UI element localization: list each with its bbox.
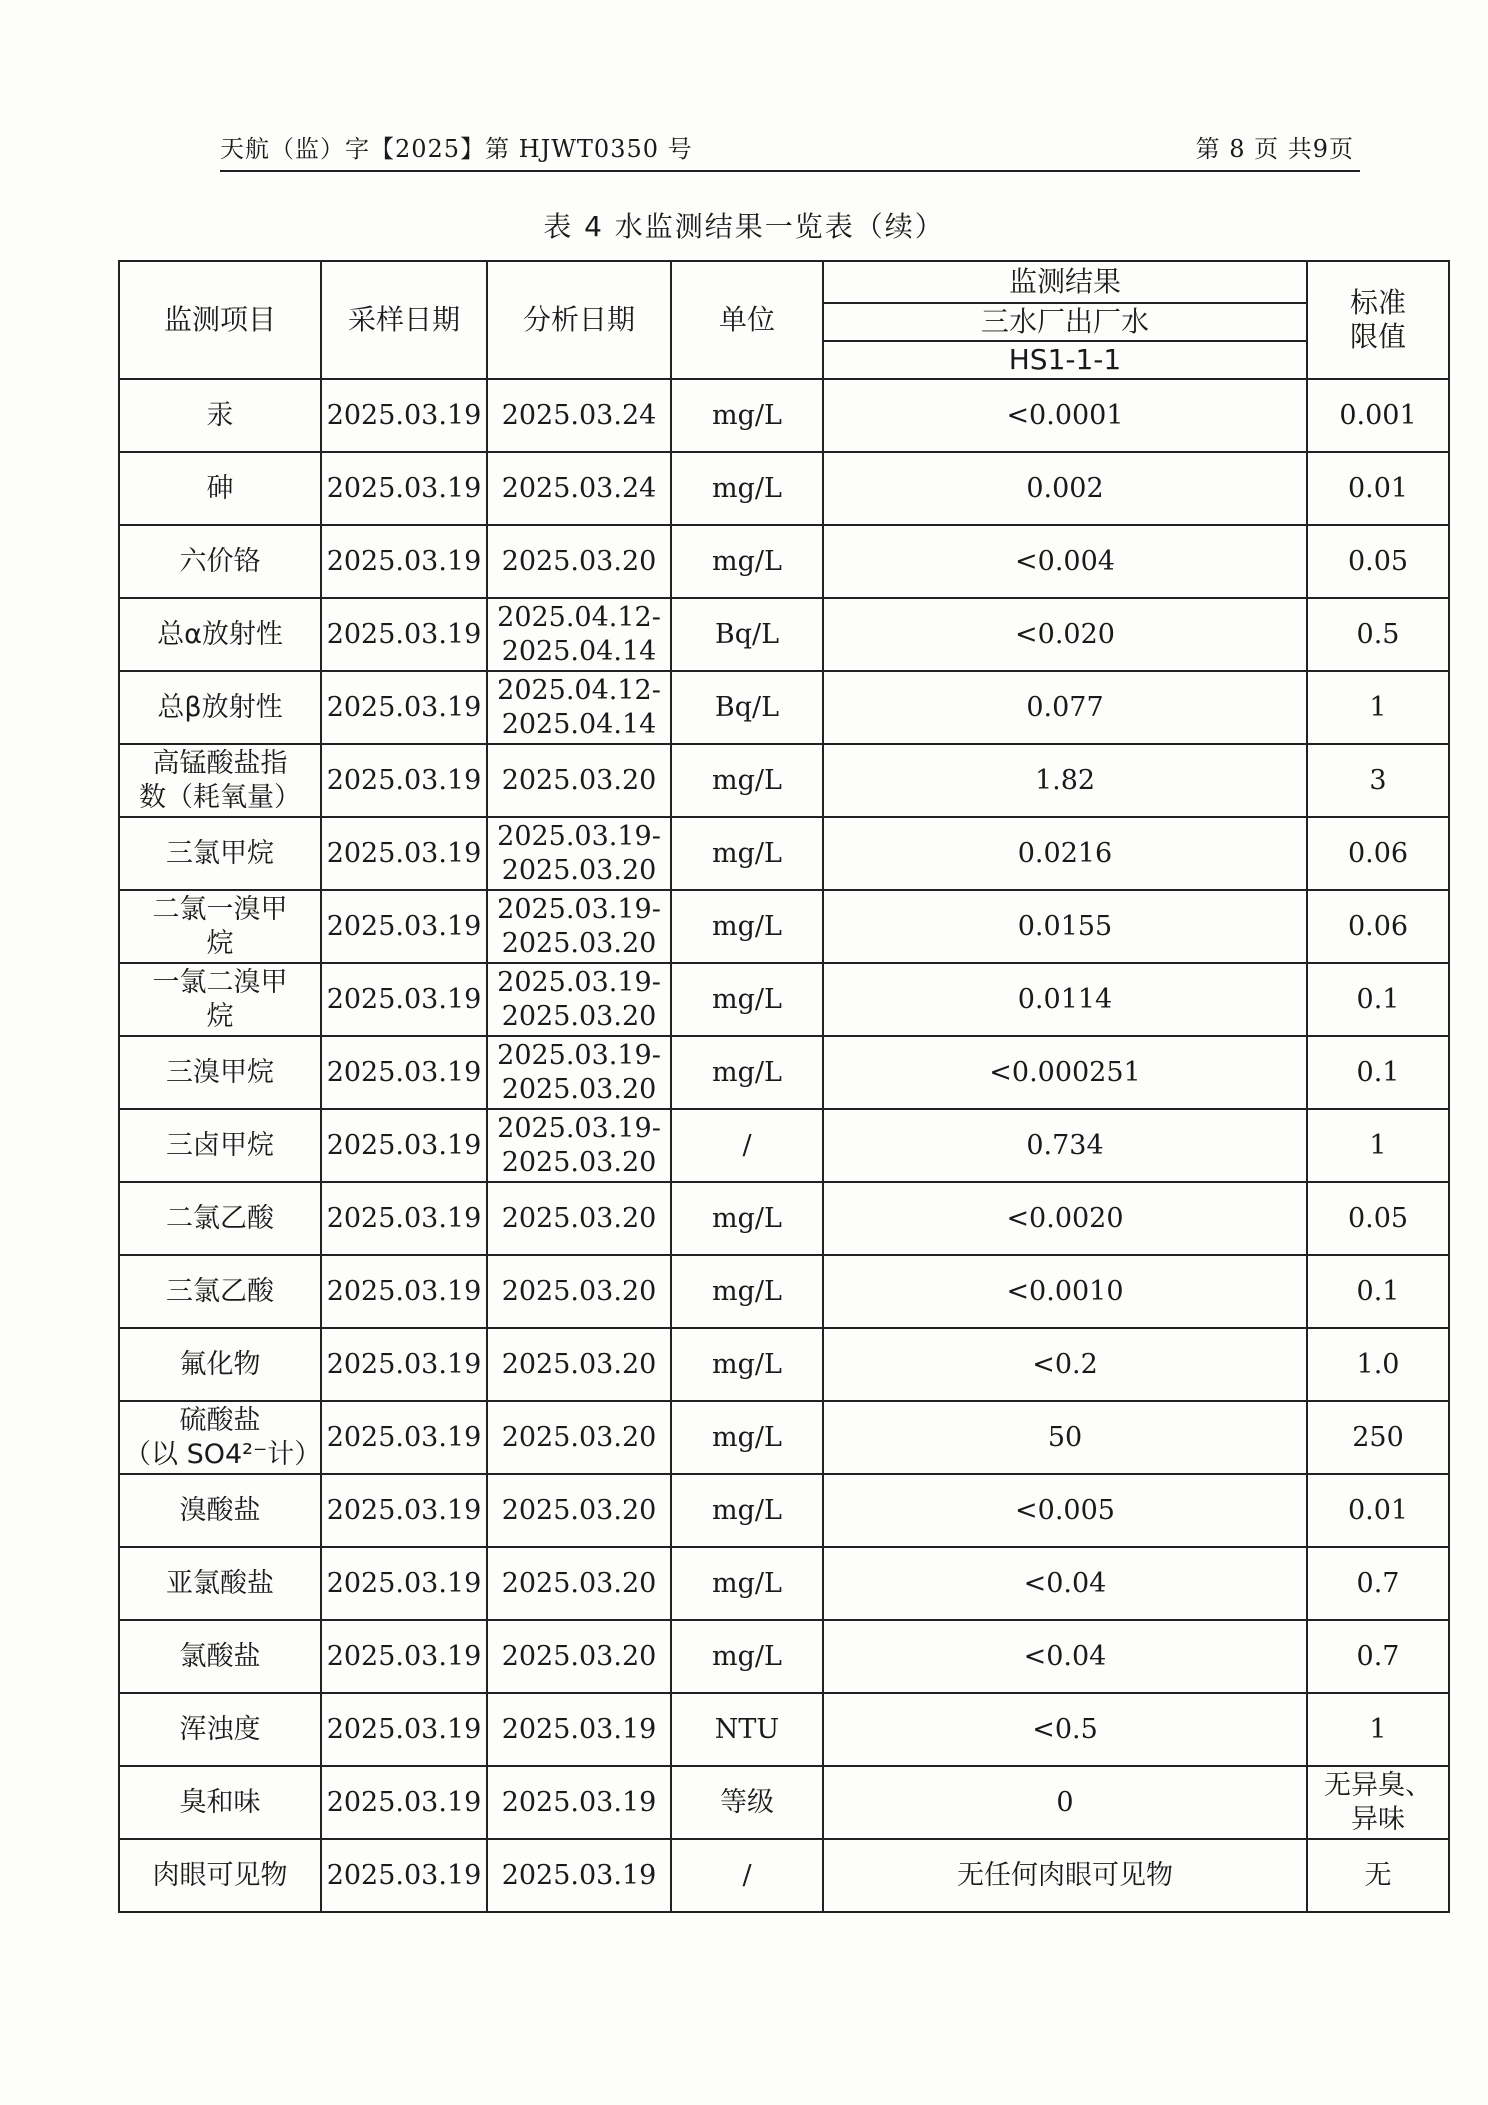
cell-item-line: 汞 bbox=[206, 399, 234, 431]
cell-standard-limit-line: 0.1 bbox=[1356, 983, 1400, 1015]
table-row bbox=[119, 1182, 1449, 1255]
cell-analysis-date-line: 2025.03.20 bbox=[501, 854, 657, 886]
cell-result: <0.5 bbox=[823, 1693, 1307, 1766]
cell-sample-date: 2025.03.19 bbox=[321, 817, 487, 890]
cell-sample-date: 2025.03.19 bbox=[321, 1182, 487, 1255]
cell-standard-limit-line: 250 bbox=[1352, 1421, 1404, 1453]
cell-unit: mg/L bbox=[671, 817, 823, 890]
cell-sample-date: 2025.03.19 bbox=[321, 525, 487, 598]
cell-item-line: 肉眼可见物 bbox=[152, 1859, 288, 1891]
cell-item-line: 数（耗氧量） bbox=[139, 781, 301, 813]
cell-analysis-date-line: 2025.04.14 bbox=[501, 635, 657, 667]
cell-result: <0.000251 bbox=[823, 1036, 1307, 1109]
table-row bbox=[119, 1328, 1449, 1401]
cell-result: <0.0001 bbox=[823, 379, 1307, 452]
cell-result: 1.82 bbox=[823, 744, 1307, 817]
cell-sample-date: 2025.03.19 bbox=[321, 1036, 487, 1109]
cell-standard-limit bbox=[1307, 1547, 1449, 1620]
column-header-results: 监测结果 bbox=[823, 261, 1307, 303]
cell-standard-limit-line: 无 bbox=[1364, 1859, 1392, 1891]
cell-unit: mg/L bbox=[671, 452, 823, 525]
cell-result: 0.0114 bbox=[823, 963, 1307, 1036]
cell-standard-limit bbox=[1307, 1839, 1449, 1912]
cell-unit: 等级 bbox=[671, 1766, 823, 1839]
cell-standard-limit-line: 1.0 bbox=[1356, 1348, 1400, 1380]
cell-standard-limit bbox=[1307, 890, 1449, 963]
cell-item bbox=[119, 1547, 321, 1620]
cell-item-line: 砷 bbox=[206, 472, 234, 504]
cell-standard-limit bbox=[1307, 744, 1449, 817]
cell-item bbox=[119, 1109, 321, 1182]
cell-analysis-date bbox=[487, 963, 671, 1036]
table-row bbox=[119, 1839, 1449, 1912]
column-header-sample-id: HS1-1-1 bbox=[823, 341, 1307, 379]
monitoring-results-table bbox=[118, 260, 1450, 1913]
cell-analysis-date bbox=[487, 1182, 671, 1255]
cell-standard-limit-line: 0.06 bbox=[1347, 910, 1409, 942]
cell-standard-limit-line: 无异臭、 bbox=[1324, 1769, 1432, 1801]
table-row bbox=[119, 1693, 1449, 1766]
cell-standard-limit-line: 0.7 bbox=[1356, 1567, 1400, 1599]
cell-standard-limit-line: 0.01 bbox=[1347, 472, 1409, 504]
table-row bbox=[119, 890, 1449, 963]
cell-item bbox=[119, 1766, 321, 1839]
cell-result: 0.002 bbox=[823, 452, 1307, 525]
cell-standard-limit bbox=[1307, 1766, 1449, 1839]
cell-analysis-date bbox=[487, 1401, 671, 1474]
table-header bbox=[119, 261, 1449, 379]
cell-item-line: 三氯甲烷 bbox=[166, 837, 274, 869]
cell-sample-date: 2025.03.19 bbox=[321, 1547, 487, 1620]
cell-item-line: 二氯一溴甲 bbox=[152, 893, 288, 925]
cell-result: <0.2 bbox=[823, 1328, 1307, 1401]
cell-item bbox=[119, 890, 321, 963]
cell-item-line: （以 SO4²⁻计） bbox=[124, 1438, 322, 1470]
cell-unit: mg/L bbox=[671, 1401, 823, 1474]
table-title: 表 4 水监测结果一览表（续） bbox=[543, 210, 945, 243]
cell-standard-limit bbox=[1307, 1182, 1449, 1255]
document-number: 天航（监）字【2025】第 HJWT0350 号 bbox=[220, 135, 693, 163]
limit-header-line1: 标准 bbox=[1349, 286, 1406, 319]
cell-analysis-date bbox=[487, 1839, 671, 1912]
cell-analysis-date-line: 2025.03.20 bbox=[501, 1494, 657, 1526]
cell-standard-limit-line: 0.05 bbox=[1347, 1202, 1409, 1234]
cell-analysis-date bbox=[487, 1547, 671, 1620]
table-row bbox=[119, 452, 1449, 525]
cell-item bbox=[119, 598, 321, 671]
cell-item-line: 三氯乙酸 bbox=[166, 1275, 274, 1307]
cell-unit: / bbox=[671, 1109, 823, 1182]
cell-item bbox=[119, 1401, 321, 1474]
cell-item-line: 总β放射性 bbox=[157, 691, 283, 723]
cell-sample-date: 2025.03.19 bbox=[321, 1109, 487, 1182]
cell-sample-date: 2025.03.19 bbox=[321, 1401, 487, 1474]
cell-standard-limit bbox=[1307, 379, 1449, 452]
cell-standard-limit bbox=[1307, 1401, 1449, 1474]
cell-analysis-date bbox=[487, 1693, 671, 1766]
table-row bbox=[119, 1036, 1449, 1109]
table-row bbox=[119, 744, 1449, 817]
page-header bbox=[220, 134, 1360, 172]
cell-analysis-date bbox=[487, 379, 671, 452]
cell-analysis-date-line: 2025.03.20 bbox=[501, 1567, 657, 1599]
cell-item-line: 氯酸盐 bbox=[179, 1640, 261, 1672]
cell-analysis-date-line: 2025.03.20 bbox=[501, 1348, 657, 1380]
cell-unit: mg/L bbox=[671, 1255, 823, 1328]
column-header-item: 监测项目 bbox=[119, 261, 321, 379]
column-header-standard-limit bbox=[1307, 261, 1449, 379]
cell-result: <0.004 bbox=[823, 525, 1307, 598]
cell-unit: Bq/L bbox=[671, 598, 823, 671]
column-header-sample-date: 采样日期 bbox=[321, 261, 487, 379]
table-row bbox=[119, 1474, 1449, 1547]
cell-unit: mg/L bbox=[671, 525, 823, 598]
cell-analysis-date bbox=[487, 525, 671, 598]
cell-sample-date: 2025.03.19 bbox=[321, 1620, 487, 1693]
cell-item-line: 三溴甲烷 bbox=[166, 1056, 274, 1088]
cell-result: 50 bbox=[823, 1401, 1307, 1474]
cell-standard-limit-line: 0.7 bbox=[1356, 1640, 1400, 1672]
limit-header-line2: 限值 bbox=[1349, 320, 1406, 353]
table-row bbox=[119, 1620, 1449, 1693]
cell-analysis-date-line: 2025.03.20 bbox=[501, 545, 657, 577]
cell-analysis-date bbox=[487, 1620, 671, 1693]
cell-standard-limit bbox=[1307, 963, 1449, 1036]
cell-item bbox=[119, 379, 321, 452]
cell-analysis-date-line: 2025.03.20 bbox=[501, 1073, 657, 1105]
cell-analysis-date bbox=[487, 890, 671, 963]
cell-result: 无任何肉眼可见物 bbox=[823, 1839, 1307, 1912]
cell-result: <0.0010 bbox=[823, 1255, 1307, 1328]
cell-standard-limit-line: 3 bbox=[1369, 764, 1387, 796]
table-row bbox=[119, 1766, 1449, 1839]
cell-analysis-date-line: 2025.03.20 bbox=[501, 1640, 657, 1672]
cell-analysis-date bbox=[487, 744, 671, 817]
table-row bbox=[119, 1255, 1449, 1328]
cell-sample-date: 2025.03.19 bbox=[321, 1766, 487, 1839]
cell-item-line: 浑浊度 bbox=[179, 1713, 261, 1745]
cell-item-line: 六价铬 bbox=[179, 545, 261, 577]
cell-analysis-date bbox=[487, 817, 671, 890]
table-row bbox=[119, 963, 1449, 1036]
cell-analysis-date bbox=[487, 1255, 671, 1328]
column-header-unit: 单位 bbox=[671, 261, 823, 379]
cell-standard-limit-line: 异味 bbox=[1351, 1803, 1405, 1835]
cell-unit: mg/L bbox=[671, 1620, 823, 1693]
cell-standard-limit bbox=[1307, 452, 1449, 525]
cell-standard-limit-line: 0.05 bbox=[1347, 545, 1409, 577]
cell-analysis-date-line: 2025.04.12- bbox=[497, 674, 661, 706]
cell-item bbox=[119, 1328, 321, 1401]
cell-analysis-date bbox=[487, 1109, 671, 1182]
cell-analysis-date bbox=[487, 1474, 671, 1547]
cell-analysis-date bbox=[487, 598, 671, 671]
cell-item-line: 溴酸盐 bbox=[179, 1494, 261, 1526]
table-row bbox=[119, 671, 1449, 744]
cell-item bbox=[119, 744, 321, 817]
cell-sample-date: 2025.03.19 bbox=[321, 598, 487, 671]
cell-item-line: 一氯二溴甲 bbox=[152, 966, 288, 998]
cell-unit: mg/L bbox=[671, 1036, 823, 1109]
cell-standard-limit bbox=[1307, 525, 1449, 598]
cell-standard-limit-line: 0.5 bbox=[1356, 618, 1400, 650]
table-row bbox=[119, 1547, 1449, 1620]
cell-result: 0.0155 bbox=[823, 890, 1307, 963]
cell-item bbox=[119, 525, 321, 598]
cell-analysis-date-line: 2025.03.19- bbox=[497, 893, 661, 925]
cell-standard-limit-line: 0.1 bbox=[1356, 1056, 1400, 1088]
cell-standard-limit-line: 0.06 bbox=[1347, 837, 1409, 869]
column-header-location: 三水厂出厂水 bbox=[823, 303, 1307, 341]
cell-item bbox=[119, 452, 321, 525]
cell-sample-date: 2025.03.19 bbox=[321, 1328, 487, 1401]
cell-item-line: 烷 bbox=[206, 1000, 234, 1032]
cell-analysis-date-line: 2025.03.19- bbox=[497, 820, 661, 852]
cell-standard-limit-line: 1 bbox=[1369, 1129, 1387, 1161]
cell-standard-limit-line: 1 bbox=[1369, 1713, 1387, 1745]
cell-analysis-date-line: 2025.03.19- bbox=[497, 1039, 661, 1071]
cell-item bbox=[119, 1036, 321, 1109]
cell-analysis-date-line: 2025.03.20 bbox=[501, 1000, 657, 1032]
cell-sample-date: 2025.03.19 bbox=[321, 963, 487, 1036]
cell-unit: / bbox=[671, 1839, 823, 1912]
cell-analysis-date-line: 2025.03.20 bbox=[501, 764, 657, 796]
cell-unit: NTU bbox=[671, 1693, 823, 1766]
cell-item bbox=[119, 1255, 321, 1328]
cell-analysis-date bbox=[487, 1036, 671, 1109]
cell-analysis-date-line: 2025.04.14 bbox=[501, 708, 657, 740]
cell-sample-date: 2025.03.19 bbox=[321, 744, 487, 817]
cell-item bbox=[119, 1474, 321, 1547]
cell-item bbox=[119, 1839, 321, 1912]
cell-standard-limit bbox=[1307, 1620, 1449, 1693]
page-number: 第 8 页 共9页 bbox=[1195, 135, 1354, 163]
cell-standard-limit bbox=[1307, 598, 1449, 671]
cell-result: <0.04 bbox=[823, 1620, 1307, 1693]
cell-analysis-date-line: 2025.03.19- bbox=[497, 966, 661, 998]
cell-result: 0.077 bbox=[823, 671, 1307, 744]
cell-standard-limit bbox=[1307, 671, 1449, 744]
cell-standard-limit bbox=[1307, 1328, 1449, 1401]
cell-sample-date: 2025.03.19 bbox=[321, 1255, 487, 1328]
cell-analysis-date-line: 2025.04.12- bbox=[497, 601, 661, 633]
cell-standard-limit-line: 0.001 bbox=[1339, 399, 1417, 431]
cell-standard-limit bbox=[1307, 1255, 1449, 1328]
cell-analysis-date-line: 2025.03.20 bbox=[501, 927, 657, 959]
cell-sample-date: 2025.03.19 bbox=[321, 890, 487, 963]
cell-analysis-date-line: 2025.03.20 bbox=[501, 1421, 657, 1453]
table-row bbox=[119, 817, 1449, 890]
table-row bbox=[119, 1109, 1449, 1182]
cell-result: <0.005 bbox=[823, 1474, 1307, 1547]
cell-item-line: 二氯乙酸 bbox=[166, 1202, 274, 1234]
cell-item bbox=[119, 671, 321, 744]
table-row bbox=[119, 1401, 1449, 1474]
table-row bbox=[119, 598, 1449, 671]
table-row bbox=[119, 379, 1449, 452]
cell-standard-limit bbox=[1307, 1109, 1449, 1182]
cell-sample-date: 2025.03.19 bbox=[321, 1839, 487, 1912]
cell-item bbox=[119, 817, 321, 890]
cell-standard-limit bbox=[1307, 1693, 1449, 1766]
cell-unit: mg/L bbox=[671, 890, 823, 963]
cell-sample-date: 2025.03.19 bbox=[321, 379, 487, 452]
cell-analysis-date-line: 2025.03.24 bbox=[501, 399, 657, 431]
cell-item bbox=[119, 1693, 321, 1766]
cell-analysis-date-line: 2025.03.20 bbox=[501, 1275, 657, 1307]
cell-analysis-date-line: 2025.03.19 bbox=[501, 1859, 657, 1891]
cell-standard-limit bbox=[1307, 817, 1449, 890]
cell-item-line: 臭和味 bbox=[179, 1786, 261, 1818]
cell-analysis-date-line: 2025.03.19 bbox=[501, 1786, 657, 1818]
cell-item bbox=[119, 963, 321, 1036]
cell-standard-limit bbox=[1307, 1036, 1449, 1109]
cell-analysis-date-line: 2025.03.19 bbox=[501, 1713, 657, 1745]
cell-standard-limit-line: 1 bbox=[1369, 691, 1387, 723]
cell-item-line: 总α放射性 bbox=[157, 618, 283, 650]
table-row bbox=[119, 525, 1449, 598]
cell-item-line: 烷 bbox=[206, 927, 234, 959]
cell-result: <0.020 bbox=[823, 598, 1307, 671]
cell-analysis-date-line: 2025.03.19- bbox=[497, 1112, 661, 1144]
cell-result: 0.0216 bbox=[823, 817, 1307, 890]
cell-analysis-date bbox=[487, 671, 671, 744]
cell-analysis-date-line: 2025.03.20 bbox=[501, 1202, 657, 1234]
cell-analysis-date bbox=[487, 1328, 671, 1401]
cell-sample-date: 2025.03.19 bbox=[321, 1474, 487, 1547]
table-body bbox=[119, 379, 1449, 1912]
cell-analysis-date-line: 2025.03.20 bbox=[501, 1146, 657, 1178]
cell-item-line: 氟化物 bbox=[179, 1348, 261, 1380]
cell-result: 0 bbox=[823, 1766, 1307, 1839]
cell-unit: mg/L bbox=[671, 1182, 823, 1255]
cell-standard-limit bbox=[1307, 1474, 1449, 1547]
cell-analysis-date-line: 2025.03.24 bbox=[501, 472, 657, 504]
cell-result: <0.0020 bbox=[823, 1182, 1307, 1255]
cell-result: <0.04 bbox=[823, 1547, 1307, 1620]
cell-item bbox=[119, 1620, 321, 1693]
cell-sample-date: 2025.03.19 bbox=[321, 1693, 487, 1766]
cell-analysis-date bbox=[487, 1766, 671, 1839]
column-header-analysis-date: 分析日期 bbox=[487, 261, 671, 379]
cell-sample-date: 2025.03.19 bbox=[321, 671, 487, 744]
cell-standard-limit-line: 0.1 bbox=[1356, 1275, 1400, 1307]
cell-unit: mg/L bbox=[671, 1474, 823, 1547]
cell-unit: mg/L bbox=[671, 379, 823, 452]
cell-unit: mg/L bbox=[671, 1328, 823, 1401]
cell-sample-date: 2025.03.19 bbox=[321, 452, 487, 525]
cell-item-line: 亚氯酸盐 bbox=[166, 1567, 274, 1599]
cell-unit: mg/L bbox=[671, 1547, 823, 1620]
cell-item-line: 硫酸盐 bbox=[179, 1404, 261, 1436]
cell-standard-limit-line: 0.01 bbox=[1347, 1494, 1409, 1526]
cell-item bbox=[119, 1182, 321, 1255]
cell-unit: mg/L bbox=[671, 963, 823, 1036]
cell-result: 0.734 bbox=[823, 1109, 1307, 1182]
cell-analysis-date bbox=[487, 452, 671, 525]
cell-item-line: 三卤甲烷 bbox=[166, 1129, 274, 1161]
cell-item-line: 高锰酸盐指 bbox=[152, 747, 288, 779]
cell-unit: Bq/L bbox=[671, 671, 823, 744]
cell-unit: mg/L bbox=[671, 744, 823, 817]
